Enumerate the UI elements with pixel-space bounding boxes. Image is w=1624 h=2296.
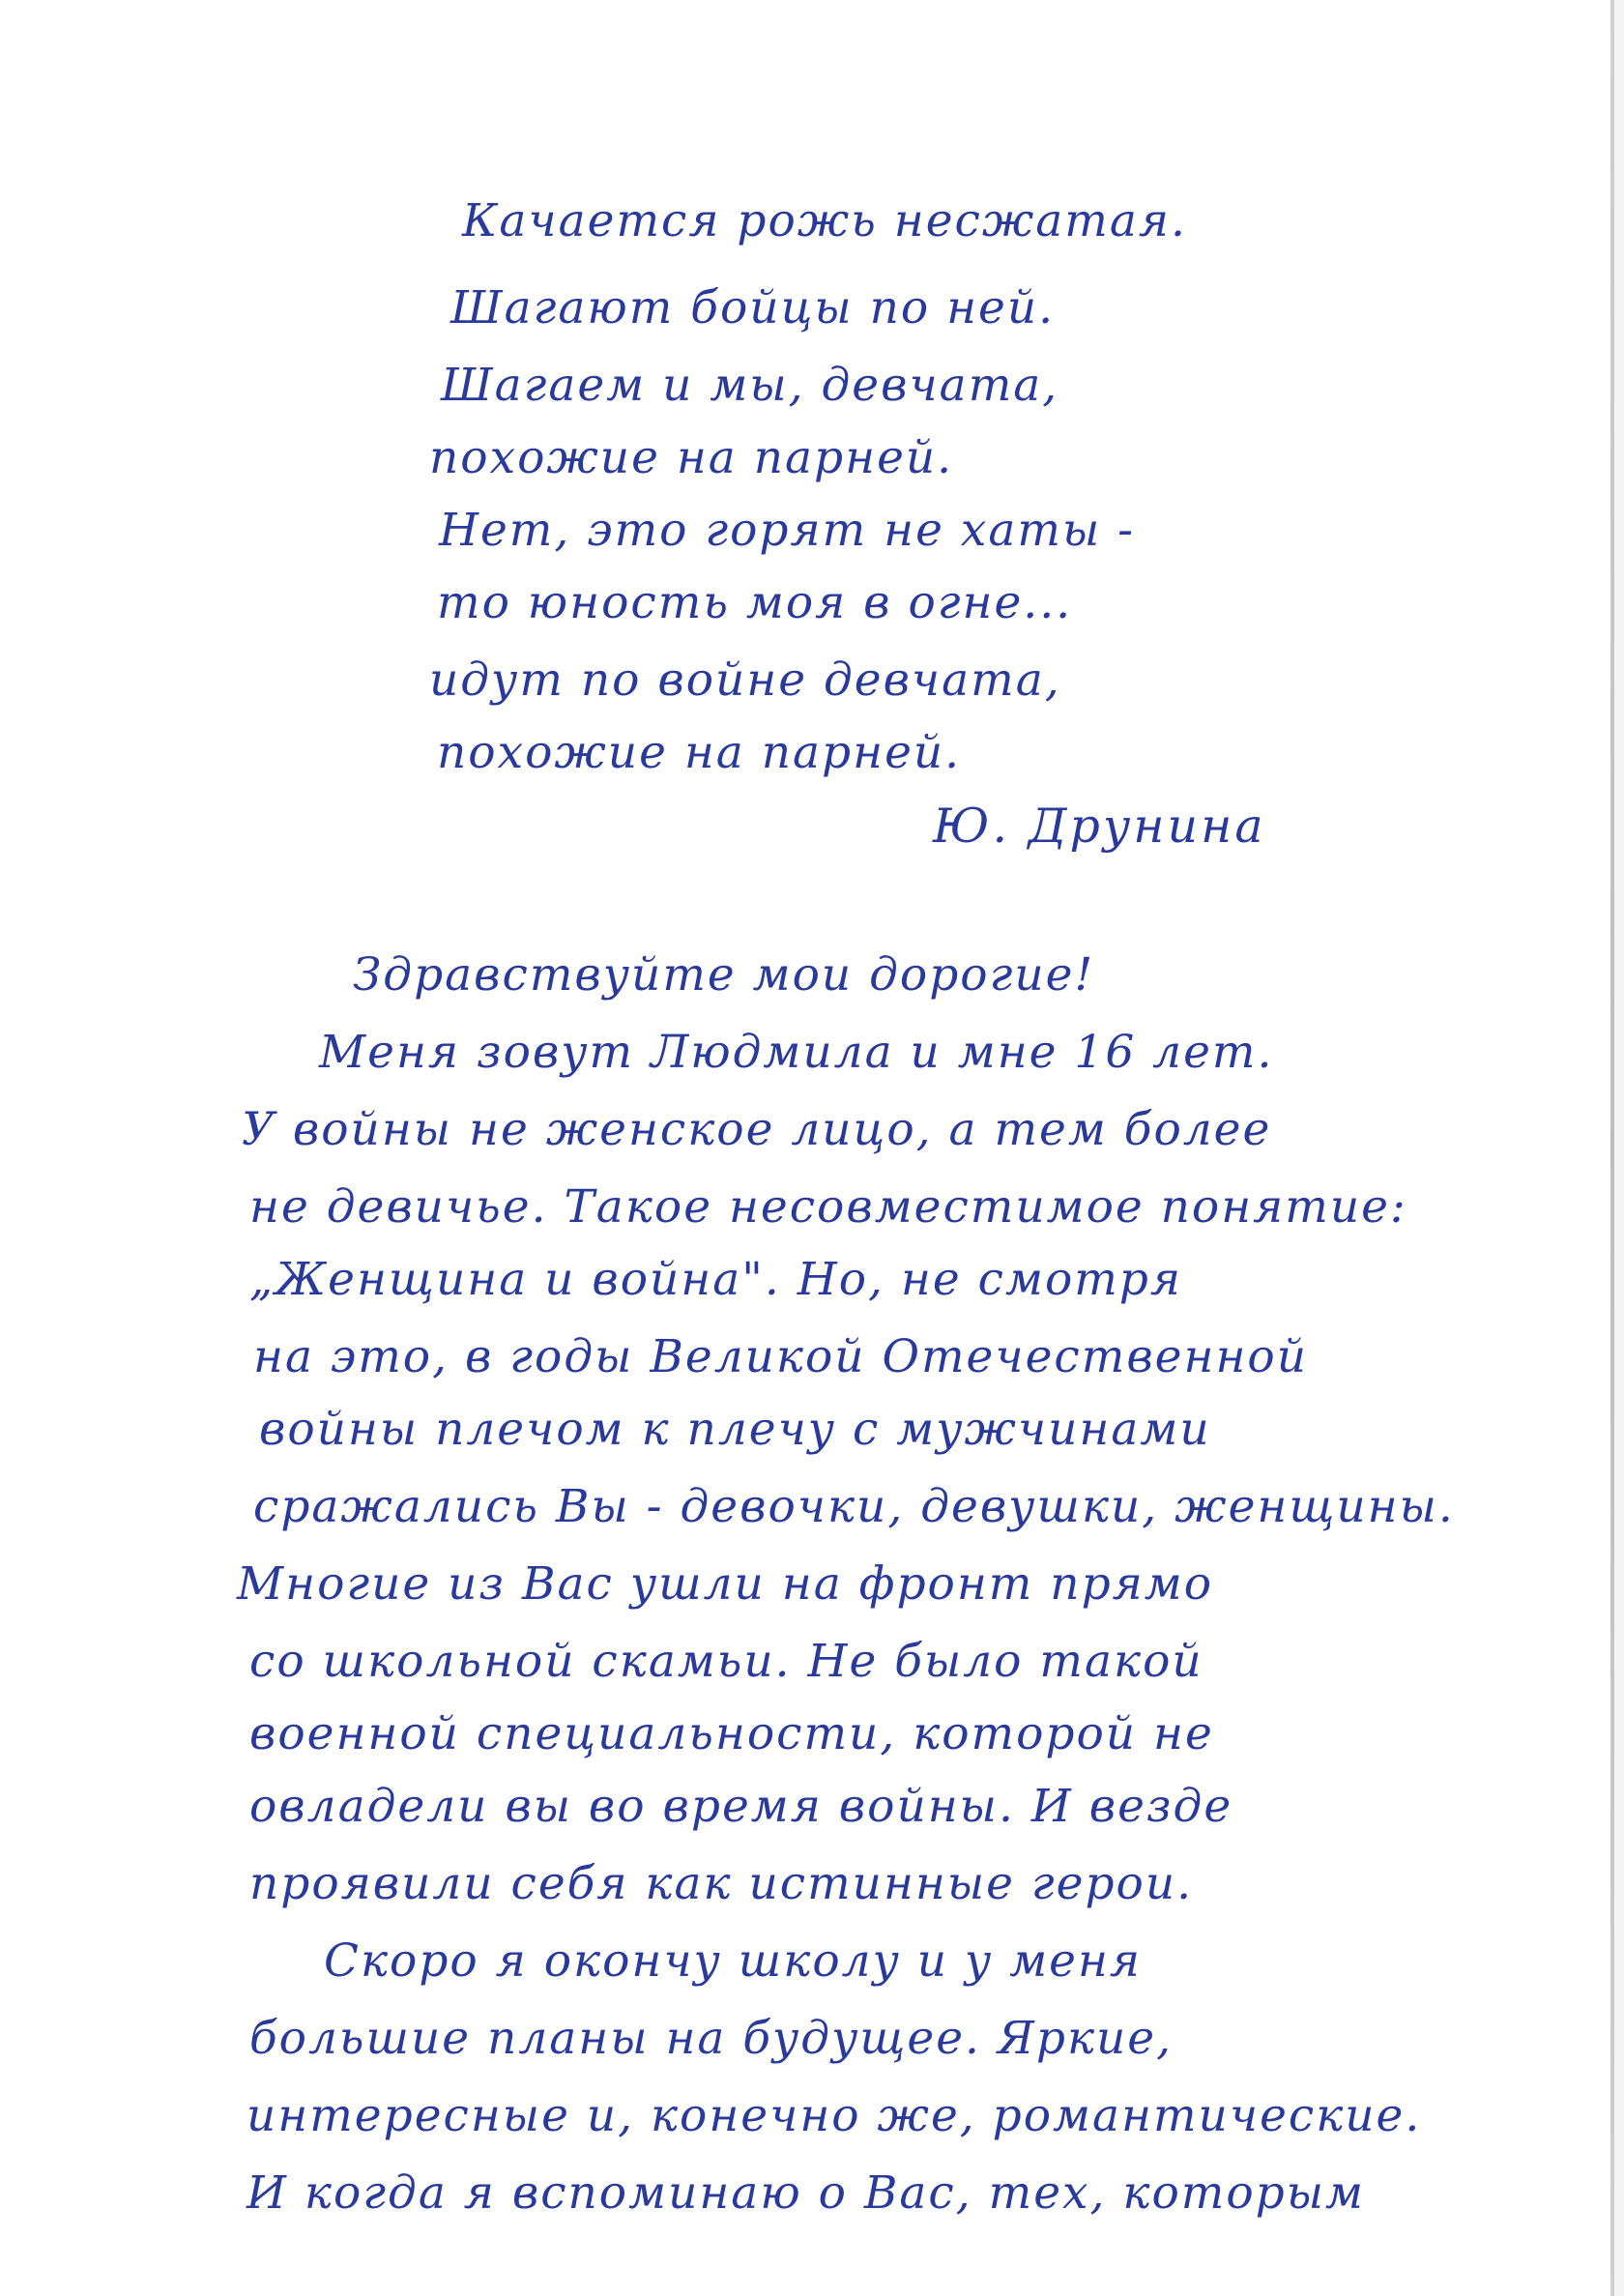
letter-line: У войны не женское лицо, а тем более bbox=[242, 1103, 1272, 1156]
letter-line: со школьной скамьи. Не было такой bbox=[249, 1635, 1204, 1688]
poem-line: похожие на парней. bbox=[437, 726, 962, 779]
letter-greeting: Здравствуйте мои дорогие! bbox=[353, 948, 1095, 1002]
poem-line: то юность моя в огне... bbox=[437, 576, 1073, 629]
letter-line: Меня зовут Людмила и мне 16 лет. bbox=[319, 1026, 1274, 1079]
letter-line: проявили себя как истинные герои. bbox=[249, 1857, 1194, 1910]
letter-line: интересные и, конечно же, романтические. bbox=[246, 2089, 1422, 2142]
letter-line: овладели вы во время войны. И везде bbox=[249, 1780, 1233, 1833]
letter-line: Скоро я окончу школу и у меня bbox=[324, 1934, 1143, 1988]
scan-edge-line bbox=[1610, 0, 1614, 2296]
letter-line: И когда я вспоминаю о Вас, тех, которым bbox=[246, 2166, 1365, 2220]
poem-line: похожие на парней. bbox=[429, 431, 954, 484]
poem-line: идут по войне девчата, bbox=[429, 654, 1061, 707]
letter-line: не девичье. Такое несовместимое понятие: bbox=[249, 1180, 1407, 1234]
letter-line: „Женщина и война". Но, не смотря bbox=[249, 1253, 1183, 1306]
letter-line: Многие из Вас ушли на фронт прямо bbox=[237, 1557, 1214, 1611]
poem-author-signature: Ю. Друнина bbox=[933, 799, 1266, 854]
poem-line: Качается рожь несжатая. bbox=[462, 194, 1187, 247]
letter-line: на это, в годы Великой Отечественной bbox=[253, 1330, 1308, 1383]
poem-line: Шагаем и мы, девчата, bbox=[441, 359, 1059, 412]
letter-line: большие планы на будущее. Яркие, bbox=[249, 2012, 1174, 2065]
poem-line: Нет, это горят не хаты - bbox=[439, 504, 1136, 557]
letter-line: сражались Вы - девочки, девушки, женщины. bbox=[253, 1480, 1455, 1533]
letter-line: военной специальности, которой не bbox=[249, 1707, 1214, 1760]
poem-line: Шагают бойцы по ней. bbox=[450, 281, 1056, 334]
letter-line: войны плечом к плечу с мужчинами bbox=[259, 1403, 1211, 1456]
scan-edge bbox=[1614, 0, 1624, 2296]
